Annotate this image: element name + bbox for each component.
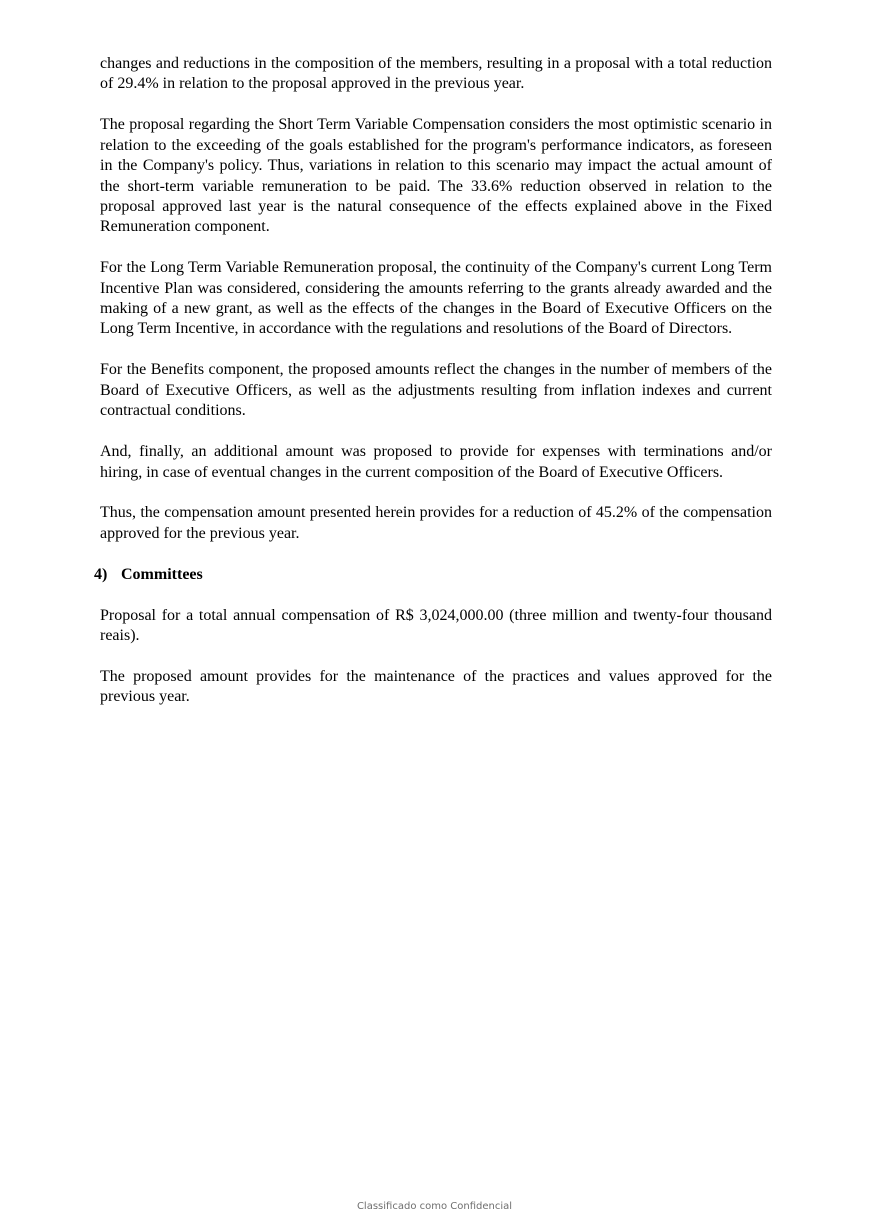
section-heading-committees (94, 565, 772, 585)
paragraph-long-term-variable: For the Long Term Variable Remuneration proposal, the continuity of the Company's current Long Term Incentive Plan was considered, considering the amounts referring to the grants already awarded and the making of a new grant, as well as the effects of the changes in the Board of Executive Officers on the Long Term Incentive, in accordance with the regulations and resolutions of the Board of Directors. (100, 259, 772, 338)
paragraph-committees-proposal: Proposal for a total annual compensation of R$ 3,024,000.00 (three million and twenty-four thousand reais). (100, 606, 772, 645)
paragraph-terminations-hiring: And, finally, an additional amount was proposed to provide for expenses with terminations and/or hiring, in case of eventual changes in the current composition of the Board of Executive Officers. (100, 443, 772, 481)
section-title: Committees (121, 565, 203, 583)
paragraph-total-reduction: Thus, the compensation amount presented herein provides for a reduction of 45.2% of the compensation approved for the previous year. (100, 504, 772, 542)
classification-footer: Classificado como Confidencial (356, 1201, 513, 1212)
document-body (94, 54, 772, 728)
section-number: 4) (94, 565, 108, 583)
paragraph-benefits: For the Benefits component, the proposed amounts reflect the changes in the number of members of the Board of Executive Officers, as well as the adjustments resulting from inflation indexes and current contractual conditions. (100, 361, 772, 420)
paragraph-committees-maintenance: The proposed amount provides for the maintenance of the practices and values approved for the previous year. (100, 667, 772, 706)
paragraph-short-term-variable: The proposal regarding the Short Term Variable Compensation considers the most optimistic scenario in relation to the exceeding of the goals established for the program's performance indicators, as foreseen in the Company's policy. Thus, variations in relation to this scenario may impact the actual amount of the short-term variable remuneration to be paid. The 33.6% reduction observed in relation to the proposal approved last year is the natural consequence of the effects explained above in the Fixed Remuneration component. (100, 116, 772, 236)
paragraph-composition-reduction: changes and reductions in the composition of the members, resulting in a proposal with a total reduction of 29.4% in relation to the proposal approved in the previous year. (100, 55, 772, 93)
